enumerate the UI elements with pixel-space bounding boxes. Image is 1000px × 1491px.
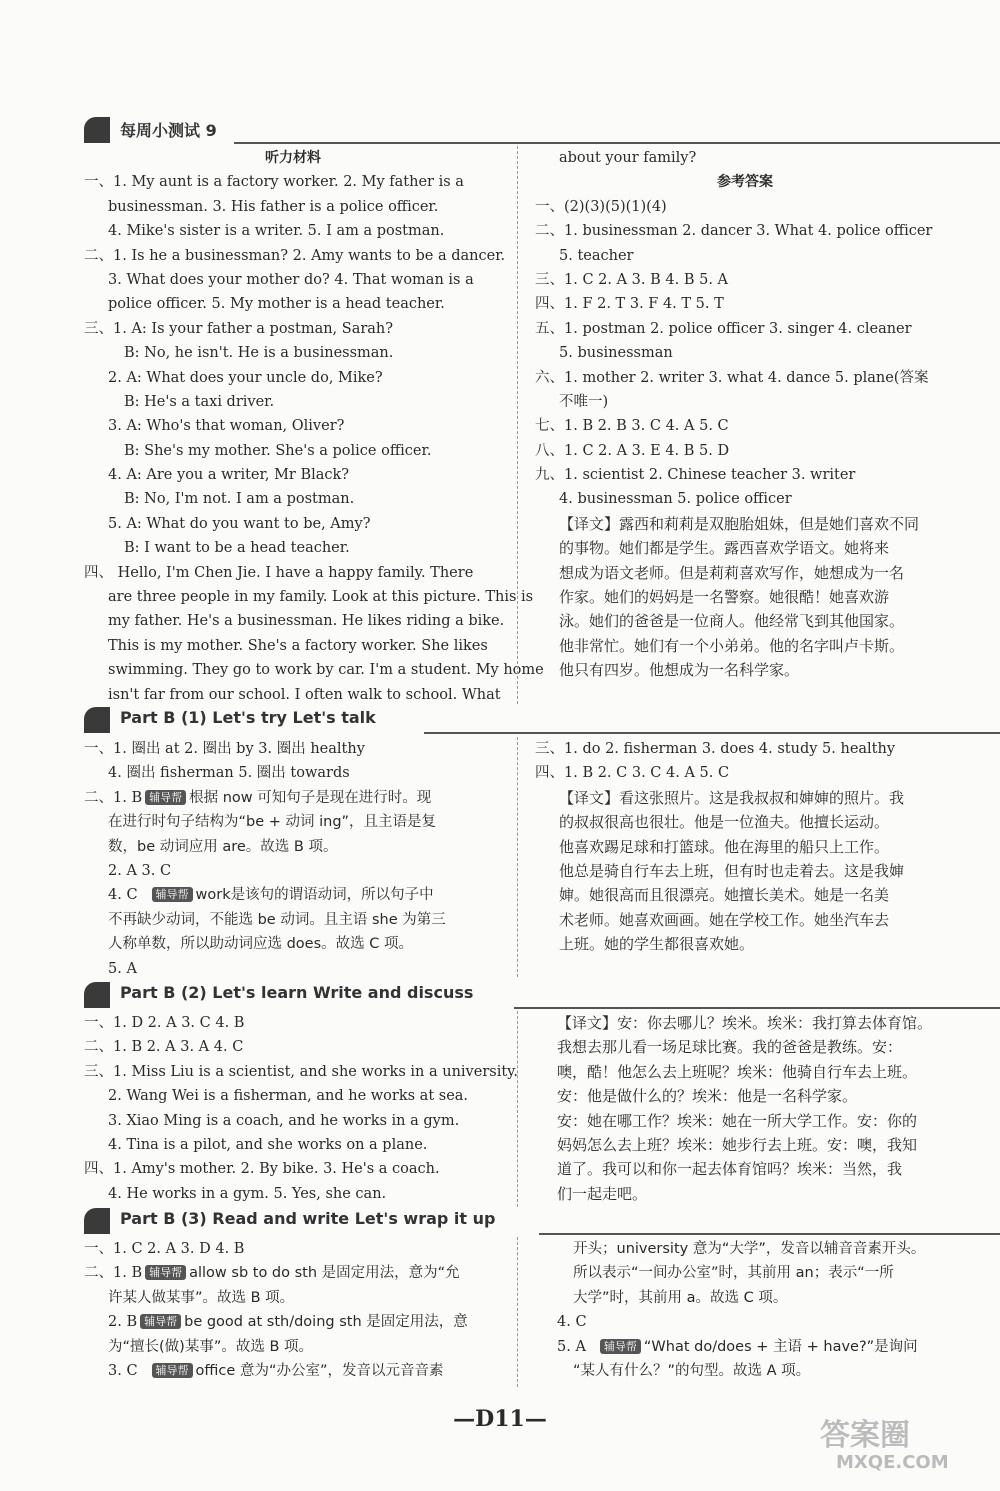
tutor-badge: 辅导帮: [145, 790, 186, 805]
text-line: 的叔叔很高也很壮。他是一位渔夫。他擅长运动。: [559, 813, 890, 832]
text-line: 5. businessman: [559, 345, 673, 362]
text-line: 2. A: What does your uncle do, Mike?: [108, 369, 383, 386]
part-b3-left: [84, 1237, 504, 1383]
part-b2-right: [557, 1011, 957, 1206]
text-line: 作家。她们的妈妈是一名警察。她很酷！她喜欢游: [559, 588, 890, 607]
text-line: 一、1. My aunt is a factory worker. 2. My father is a: [84, 174, 464, 191]
text-line: 四、1. B 2. C 3. C 4. A 5. C: [535, 765, 730, 782]
text-line: police officer. 5. My mother is a head teacher.: [108, 296, 445, 313]
text-line: 道了。我可以和你一起去体育馆吗？埃米：当然，我: [557, 1160, 903, 1179]
text-line: 在进行时句子结构为“be + 动词 ing”，且主语是复: [108, 814, 437, 831]
text-line: 【译文】露西和莉莉是双胞胎姐妹，但是她们喜欢不同: [559, 514, 920, 533]
text-line: 许某人做某事”。故选 B 项。: [108, 1289, 295, 1306]
column-divider: [517, 1237, 518, 1387]
text-line: 所以表示“一间办公室”时，其前用 an；表示“一所: [573, 1265, 894, 1282]
text-line: 2. Wang Wei is a fisherman, and he works at sea.: [108, 1088, 469, 1105]
listening-material: [84, 146, 544, 707]
text-line: 四、 Hello, I'm Chen Jie. I have a happy family. There: [84, 564, 474, 581]
text-line: 3. What does your mother do? 4. That woman is a: [108, 271, 474, 288]
text-line: 5. A: What do you want to be, Amy?: [108, 515, 371, 532]
text-line: 安：她在哪工作？埃米：她在一所大学工作。安：你的: [557, 1111, 918, 1130]
section-title: Part B (1) Let's try Let's talk: [120, 708, 376, 727]
text-line: 他喜欢踢足球和打篮球。他在海里的船只上工作。: [559, 837, 890, 856]
text-line: 噢，酷！他怎么去上班呢？埃米：他骑自行车去上班。: [557, 1062, 918, 1081]
section-header-part-b2: [84, 982, 1000, 1008]
text-line: 一、1. C 2. A 3. D 4. B: [84, 1241, 245, 1257]
text-line: 一、(2)(3)(5)(1)(4): [535, 198, 667, 215]
text-line: 二、1. Is he a businessman? 2. Amy wants to be a dancer.: [84, 247, 506, 264]
reference-answers: [535, 146, 955, 683]
text-line: “某人有什么？”的句型。故选 A 项。: [573, 1362, 811, 1379]
text-line: 一、1. D 2. A 3. C 4. B: [84, 1015, 245, 1031]
header-tab-marker: [84, 1208, 110, 1234]
section-title: Part B (2) Let's learn Write and discuss: [120, 983, 474, 1002]
text-line: 的事物。她们都是学生。露西喜欢学语文。她将来: [559, 539, 890, 558]
text-line: 他只有四岁。他想成为一名科学家。: [559, 661, 800, 680]
text-line: 不唯一): [559, 393, 609, 410]
text-line: 4. Mike's sister is a writer. 5. I am a postman.: [108, 223, 445, 240]
column-divider: [517, 737, 518, 977]
text-line: “What do/does + 主语 + have?”是询问: [643, 1338, 918, 1355]
watermark-logo: 答案圈: [820, 1418, 910, 1453]
text-line: work是该句的谓语动词，所以句子中: [195, 887, 434, 904]
text-line: 【译文】安：你去哪儿？埃米。埃米：我打算去体育馆。: [557, 1014, 933, 1032]
part-b3-right: [557, 1237, 957, 1383]
text-line: 根据 now 可知句子是现在进行时。现: [189, 789, 432, 806]
text-line: 数，be 动词应用 are。故选 B 项。: [108, 838, 338, 855]
text-line: 四、1. F 2. T 3. F 4. T 5. T: [535, 296, 724, 313]
text-line: office 意为“办公室”，发音以元音音素: [195, 1362, 444, 1379]
tutor-badge: 辅导帮: [152, 887, 193, 902]
text-line: 一、1. 圈出 at 2. 圈出 by 3. 圈出 healthy: [84, 741, 365, 757]
text-line: 六、1. mother 2. writer 3. what 4. dance 5. plane(答案: [535, 369, 929, 386]
text-line: 三、1. A: Is your father a postman, Sarah?: [84, 320, 394, 337]
text-line: 泳。她们的爸爸是一位商人。他经常飞到其他国家。: [559, 612, 905, 631]
text-line: 2. A 3. C: [108, 862, 172, 879]
column-divider: [517, 146, 518, 704]
text-line: 开头；university 意为“大学”，发音以辅音音素开头。: [573, 1241, 926, 1257]
text-line: 术老师。她喜欢画画。她在学校工作。她坐汽车去: [559, 910, 890, 929]
text-line: 4. 圈出 fisherman 5. 圈出 towards: [108, 765, 350, 782]
text-line: businessman. 3. His father is a police officer.: [108, 198, 439, 215]
header-rule: [514, 1007, 1000, 1009]
text-line: 婶。她很高而且很漂亮。她擅长美术。她是一名美: [559, 886, 890, 905]
text-line: allow sb to do sth 是固定用法，意为“允: [189, 1265, 460, 1282]
tutor-badge: 辅导帮: [140, 1314, 181, 1329]
text-line: 二、1. B: [84, 789, 143, 806]
text-line: 4. Tina is a pilot, and she works on a plane.: [108, 1136, 428, 1153]
text-line: 2. B: [108, 1314, 138, 1331]
header-rule: [424, 732, 1000, 734]
text-line: 三、1. do 2. fisherman 3. does 4. study 5. healthy: [535, 741, 896, 757]
text-line: 上班。她的学生都很喜欢她。: [559, 935, 755, 954]
text-line: B: He's a taxi driver.: [124, 393, 275, 410]
text-line: B: I want to be a head teacher.: [124, 540, 350, 557]
text-line: 九、1. scientist 2. Chinese teacher 3. writer: [535, 467, 856, 484]
section-title: Part B (3) Read and write Let's wrap it up: [120, 1209, 496, 1228]
tutor-badge: 辅导帮: [600, 1339, 641, 1354]
page-number: —D11—: [453, 1406, 547, 1432]
text-line: isn't far from our school. I often walk to school. What: [108, 686, 501, 703]
section-header-part-b1: [84, 707, 1000, 733]
text-line: be good at sth/doing sth 是固定用法，意: [184, 1314, 468, 1331]
text-line: 妈妈怎么去上班？埃米：她步行去上班。安：噢，我知: [557, 1135, 918, 1154]
text-line: 为“擅长(做)某事”。故选 B 项。: [108, 1338, 314, 1355]
text-line: 四、1. Amy's mother. 2. By bike. 3. He's a coach.: [84, 1161, 440, 1178]
text-line: 二、1. B: [84, 1265, 143, 1282]
text-line: 3. C: [108, 1362, 138, 1379]
text-line: 五、1. postman 2. police officer 3. singer 4. cleaner: [535, 320, 912, 337]
part-b1-left: [84, 737, 504, 981]
column-divider: [517, 1011, 518, 1207]
tutor-badge: 辅导帮: [152, 1363, 193, 1378]
header-tab-marker: [84, 982, 110, 1008]
listening-title: 听力材料: [265, 150, 321, 166]
text-line: 想成为语文老师。但是莉莉喜欢写作，她想成为一名: [559, 563, 905, 582]
translation-block: [535, 786, 955, 957]
header-rule: [234, 142, 1000, 144]
text-line: 二、1. businessman 2. dancer 3. What 4. police officer: [535, 223, 933, 240]
text-line: 安：他是做什么的？埃米：他是一名科学家。: [557, 1087, 858, 1106]
header-title: 每周小测试 9: [120, 121, 217, 140]
translation-block: [535, 512, 955, 683]
text-line: 们一起走吧。: [557, 1184, 648, 1203]
text-line: 三、1. C 2. A 3. B 4. B 5. A: [535, 271, 729, 288]
text-line: are three people in my family. Look at this picture. This is: [108, 589, 534, 606]
header-tab-marker: [84, 117, 110, 143]
text-line: 大学”时，其前用 a。故选 C 项。: [573, 1289, 788, 1306]
text-line: 5. A: [108, 960, 137, 977]
text-line: my father. He's a businessman. He likes riding a bike.: [108, 613, 505, 630]
header-rule: [539, 1233, 1000, 1235]
text-line: 3. Xiao Ming is a coach, and he works in a gym.: [108, 1112, 460, 1129]
text-line: 人称单数，所以助动词应选 does。故选 C 项。: [108, 936, 414, 953]
text-line: B: No, he isn't. He is a businessman.: [124, 345, 394, 362]
text-line: 不再缺少动词，不能选 be 动词。且主语 she 为第三: [108, 911, 446, 928]
header-tab-marker: [84, 707, 110, 733]
text-line: This is my mother. She's a factory worker. She likes: [108, 637, 488, 654]
text-line: 4. businessman 5. police officer: [559, 491, 792, 508]
text-line: 七、1. B 2. B 3. C 4. A 5. C: [535, 418, 729, 435]
text-line: 5. teacher: [559, 247, 634, 264]
watermark-site: MXQE.COM: [836, 1452, 949, 1473]
text-line: 4. He works in a gym. 5. Yes, she can.: [108, 1185, 387, 1202]
weekly-test-header: [84, 117, 504, 143]
text-line: 二、1. B 2. A 3. A 4. C: [84, 1039, 244, 1056]
part-b1-right: [535, 737, 955, 957]
text-line: 3. A: Who's that woman, Oliver?: [108, 418, 345, 435]
text-line: 【译文】看这张照片。这是我叔叔和婶婶的照片。我: [559, 788, 905, 807]
text-line: 他总是骑自行车去上班，但有时也走着去。这是我婶: [559, 861, 905, 880]
text-line: 5. A: [557, 1338, 586, 1355]
text-line: 我想去那儿看一场足球比赛。我的爸爸是教练。安：: [557, 1038, 903, 1057]
text-line: 他非常忙。她们有一个小弟弟。他的名字叫卢卡斯。: [559, 636, 905, 655]
text-line: about your family?: [559, 150, 697, 166]
text-line: B: She's my mother. She's a police officer.: [124, 442, 432, 459]
text-line: swimming. They go to work by car. I'm a student. My home: [108, 662, 544, 679]
text-line: 4. A: Are you a writer, Mr Black?: [108, 467, 350, 484]
text-line: 4. C: [557, 1314, 587, 1331]
answers-title: 参考答案: [717, 174, 773, 191]
part-b2-left: [84, 1011, 519, 1206]
section-header-part-b3: [84, 1208, 1000, 1234]
text-line: 八、1. C 2. A 3. E 4. B 5. D: [535, 442, 730, 459]
text-line: B: No, I'm not. I am a postman.: [124, 491, 355, 508]
text-line: 4. C: [108, 887, 138, 904]
text-line: 三、1. Miss Liu is a scientist, and she works in a university.: [84, 1063, 519, 1080]
tutor-badge: 辅导帮: [145, 1265, 186, 1280]
